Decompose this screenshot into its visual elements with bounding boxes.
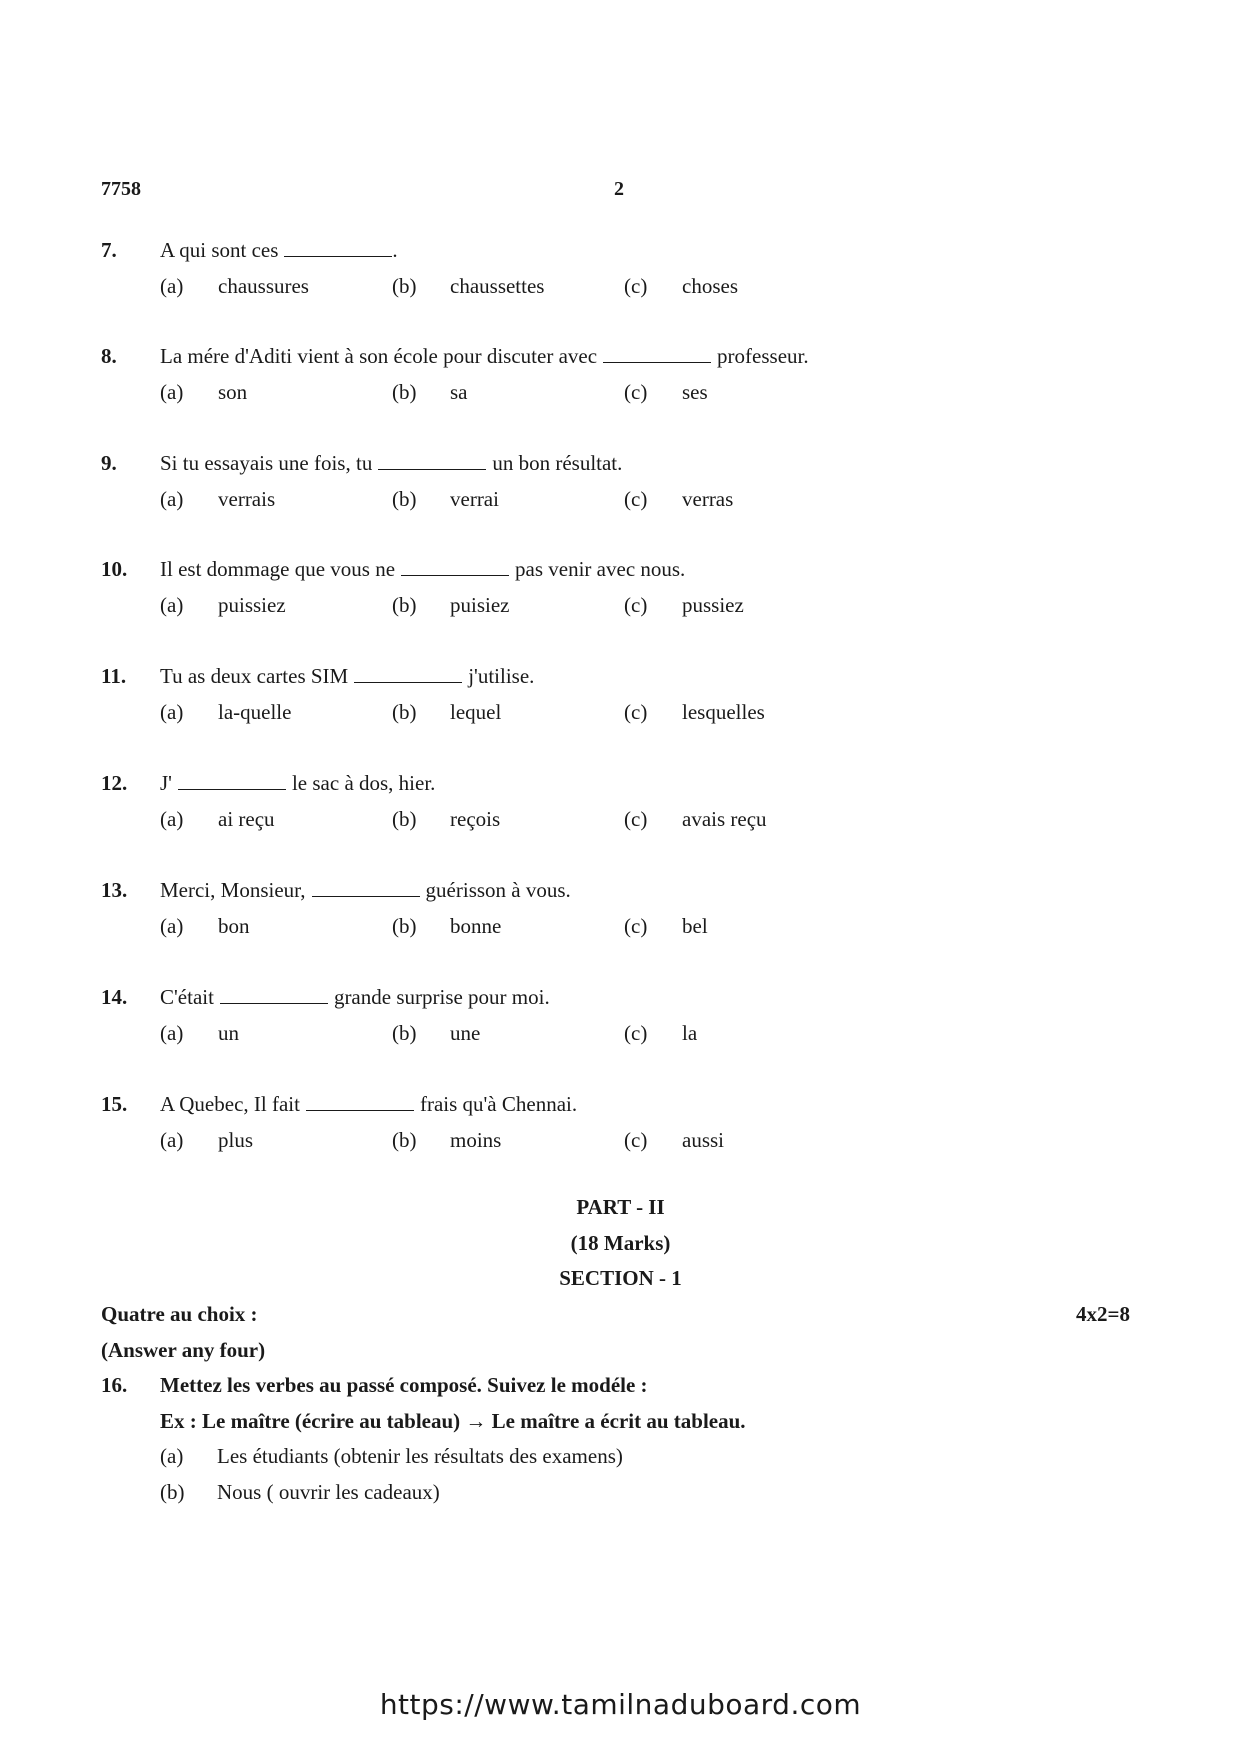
option-label: (b) bbox=[392, 274, 417, 298]
question-stem: J' le sac à dos, hier. bbox=[160, 771, 436, 795]
option-label: (b) bbox=[392, 1128, 417, 1152]
option-text: aussi bbox=[682, 1128, 724, 1152]
option-text: verrais bbox=[218, 487, 276, 511]
answer-blank bbox=[220, 985, 328, 1004]
options bbox=[160, 807, 860, 835]
sub-item-text: Nous ( ouvrir les cadeaux) bbox=[217, 1480, 440, 1504]
option-text: puissiez bbox=[218, 593, 286, 617]
options bbox=[160, 487, 860, 515]
option-label: (a) bbox=[160, 274, 184, 298]
answer-blank bbox=[284, 238, 392, 257]
question-stem: Tu as deux cartes SIM j'utilise. bbox=[160, 664, 535, 688]
question-number: 9. bbox=[101, 451, 117, 475]
option-text: moins bbox=[450, 1128, 502, 1152]
question-number: 11. bbox=[101, 664, 127, 688]
instruction-english: (Answer any four) bbox=[101, 1338, 266, 1362]
option-label: (c) bbox=[624, 380, 648, 404]
option-text: lequel bbox=[450, 700, 502, 724]
option-text: bel bbox=[682, 914, 708, 938]
option-text: un bbox=[218, 1021, 239, 1045]
question-stem: A Quebec, Il fait frais qu'à Chennai. bbox=[160, 1092, 578, 1116]
question-number: 12. bbox=[101, 771, 128, 795]
part-title: PART - II bbox=[576, 1195, 665, 1219]
option-text: reçois bbox=[450, 807, 501, 831]
option-text: la-quelle bbox=[218, 700, 292, 724]
option-label: (b) bbox=[392, 487, 417, 511]
option-label: (c) bbox=[624, 593, 648, 617]
option-label: (a) bbox=[160, 380, 184, 404]
option-text: la bbox=[682, 1021, 698, 1045]
question-stem: A qui sont ces . bbox=[160, 238, 398, 262]
option-text: chaussettes bbox=[450, 274, 545, 298]
options bbox=[160, 914, 860, 942]
options bbox=[160, 274, 860, 302]
option-text: verrai bbox=[450, 487, 499, 511]
option-text: lesquelles bbox=[682, 700, 765, 724]
answer-blank bbox=[354, 664, 462, 683]
option-text: puisiez bbox=[450, 593, 510, 617]
marks-scheme: 4x2=8 bbox=[1076, 1302, 1130, 1326]
option-label: (c) bbox=[624, 700, 648, 724]
paper-code: 7758 bbox=[101, 178, 141, 200]
option-text: choses bbox=[682, 274, 738, 298]
answer-blank bbox=[378, 451, 486, 470]
options bbox=[160, 700, 860, 728]
answer-blank bbox=[312, 878, 420, 897]
question-stem: C'était grande surprise pour moi. bbox=[160, 985, 550, 1009]
option-label: (b) bbox=[392, 380, 417, 404]
option-label: (a) bbox=[160, 1021, 184, 1045]
question-number: 15. bbox=[101, 1092, 128, 1116]
question-16-prompt: Mettez les verbes au passé composé. Suivez le modéle : bbox=[160, 1373, 648, 1397]
option-label: (c) bbox=[624, 914, 648, 938]
option-label: (a) bbox=[160, 807, 184, 831]
section-title: SECTION - 1 bbox=[559, 1266, 682, 1290]
option-label: (a) bbox=[160, 1444, 184, 1468]
option-text: ses bbox=[682, 380, 708, 404]
option-label: (c) bbox=[624, 1128, 648, 1152]
option-text: son bbox=[218, 380, 248, 404]
option-label: (a) bbox=[160, 700, 184, 724]
part-marks: (18 Marks) bbox=[570, 1231, 671, 1255]
option-label: (c) bbox=[624, 807, 648, 831]
options bbox=[160, 593, 860, 621]
option-label: (c) bbox=[624, 274, 648, 298]
option-text: une bbox=[450, 1021, 481, 1045]
question-number: 13. bbox=[101, 878, 128, 902]
question-number: 10. bbox=[101, 557, 128, 581]
option-label: (a) bbox=[160, 914, 184, 938]
question-number: 14. bbox=[101, 985, 128, 1009]
option-text: ai reçu bbox=[218, 807, 275, 831]
options bbox=[160, 1021, 860, 1049]
question-stem: Merci, Monsieur, guérisson à vous. bbox=[160, 878, 571, 902]
option-label: (b) bbox=[392, 807, 417, 831]
option-text: bonne bbox=[450, 914, 502, 938]
option-label: (b) bbox=[392, 1021, 417, 1045]
options bbox=[160, 380, 860, 408]
answer-blank bbox=[603, 344, 711, 363]
answer-blank bbox=[306, 1092, 414, 1111]
question-16-example: Ex : Le maître (écrire au tableau) → Le maître a écrit au tableau. bbox=[160, 1409, 746, 1433]
option-text: verras bbox=[682, 487, 734, 511]
options bbox=[160, 1128, 860, 1156]
option-text: bon bbox=[218, 914, 250, 938]
option-label: (c) bbox=[624, 487, 648, 511]
question-number: 7. bbox=[101, 238, 117, 262]
footer-url[interactable]: https://www.tamilnaduboard.com bbox=[379, 1688, 862, 1721]
answer-blank bbox=[401, 557, 509, 576]
instruction-french: Quatre au choix : bbox=[101, 1302, 258, 1326]
option-label: (a) bbox=[160, 593, 184, 617]
option-text: plus bbox=[218, 1128, 254, 1152]
option-text: sa bbox=[450, 380, 468, 404]
question-number: 16. bbox=[101, 1373, 128, 1397]
option-label: (b) bbox=[392, 914, 417, 938]
option-text: pussiez bbox=[682, 593, 744, 617]
page-number: 2 bbox=[614, 178, 624, 200]
option-label: (b) bbox=[392, 593, 417, 617]
option-label: (b) bbox=[392, 700, 417, 724]
sub-item-text: Les étudiants (obtenir les résultats des examens) bbox=[217, 1444, 623, 1468]
option-label: (b) bbox=[160, 1480, 185, 1504]
question-number: 8. bbox=[101, 344, 117, 368]
question-stem: La mére d'Aditi vient à son école pour discuter avec professeur. bbox=[160, 344, 809, 368]
question-stem: Il est dommage que vous ne pas venir avec nous. bbox=[160, 557, 686, 581]
option-label: (a) bbox=[160, 487, 184, 511]
option-text: avais reçu bbox=[682, 807, 767, 831]
option-label: (c) bbox=[624, 1021, 648, 1045]
option-text: chaussures bbox=[218, 274, 309, 298]
question-stem: Si tu essayais une fois, tu un bon résultat. bbox=[160, 451, 623, 475]
option-label: (a) bbox=[160, 1128, 184, 1152]
answer-blank bbox=[178, 771, 286, 790]
